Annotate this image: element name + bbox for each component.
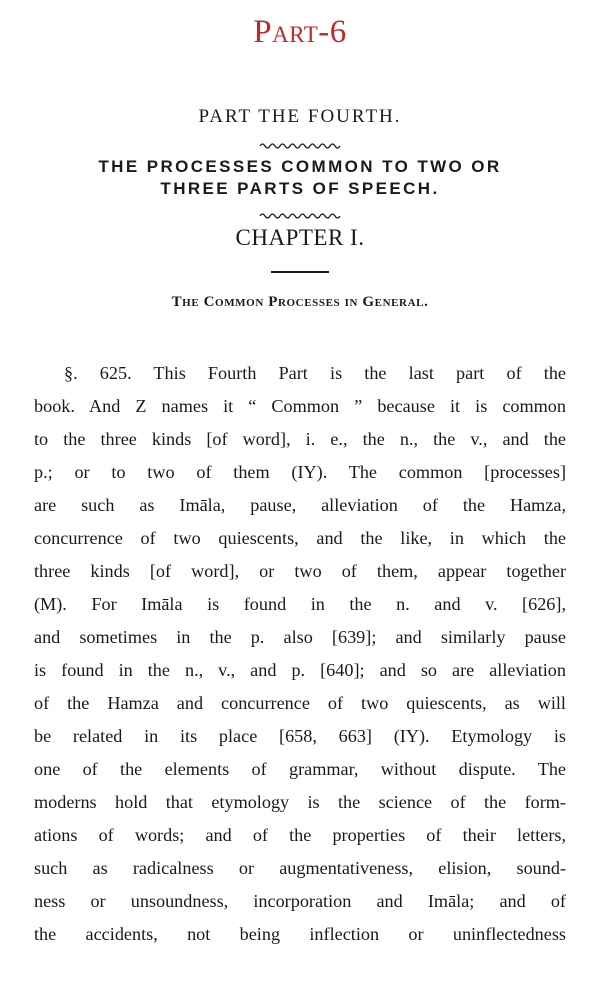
body-paragraph bbox=[34, 357, 566, 951]
body-line: is found in the n., v., and p. [640]; and so are alleviation bbox=[34, 660, 566, 680]
processes-title-line-1: THE PROCESSES COMMON TO TWO OR bbox=[98, 157, 502, 176]
body-line: concurrence of two quiescents, and the like, in which the bbox=[34, 528, 566, 548]
body-line: of the Hamza and concurrence of two quiescents, as will bbox=[34, 693, 566, 713]
chapter-rule bbox=[271, 271, 329, 273]
part-label: Part-6 bbox=[253, 14, 347, 50]
processes-title bbox=[0, 156, 600, 200]
body-line: ations of words; and of the properties of their letters, bbox=[34, 825, 566, 845]
body-line: such as radicalness or augmentativeness, elision, sound- bbox=[34, 858, 566, 878]
body-line: ness or unsoundness, incorporation and Imāla; and of bbox=[34, 891, 566, 911]
body-line: (M). For Imāla is found in the n. and v. [626], bbox=[34, 594, 566, 614]
body-line: p.; or to two of them (IY). The common [processes] bbox=[34, 462, 566, 482]
body-line: the accidents, not being inflection or uninflectedness bbox=[34, 924, 566, 944]
wavy-ornament-bottom bbox=[0, 207, 600, 225]
processes-title-line-2: THREE PARTS OF SPEECH. bbox=[160, 179, 440, 198]
chapter-heading: CHAPTER I. bbox=[235, 225, 365, 250]
body-line: three kinds [of word], or two of them, appear together bbox=[34, 561, 566, 581]
body-line: and sometimes in the p. also [639]; and similarly pause bbox=[34, 627, 566, 647]
body-line: to the three kinds [of word], i. e., the n., the v., and the bbox=[34, 429, 566, 449]
body-line: be related in its place [658, 663] (IY). Etymology is bbox=[34, 726, 566, 746]
body-line: are such as Imāla, pause, alleviation of the Hamza, bbox=[34, 495, 566, 515]
wavy-ornament-top bbox=[0, 137, 600, 155]
body-line: moderns hold that etymology is the science of the form- bbox=[34, 792, 566, 812]
part-heading: PART THE FOURTH. bbox=[198, 106, 402, 127]
body-line: one of the elements of grammar, without dispute. The bbox=[34, 759, 566, 779]
body-line: book. And Z names it “ Common ” because it is common bbox=[34, 396, 566, 416]
section-title: The Common Processes in General. bbox=[171, 294, 429, 310]
body-line: §. 625. This Fourth Part is the last part of the bbox=[64, 363, 566, 383]
